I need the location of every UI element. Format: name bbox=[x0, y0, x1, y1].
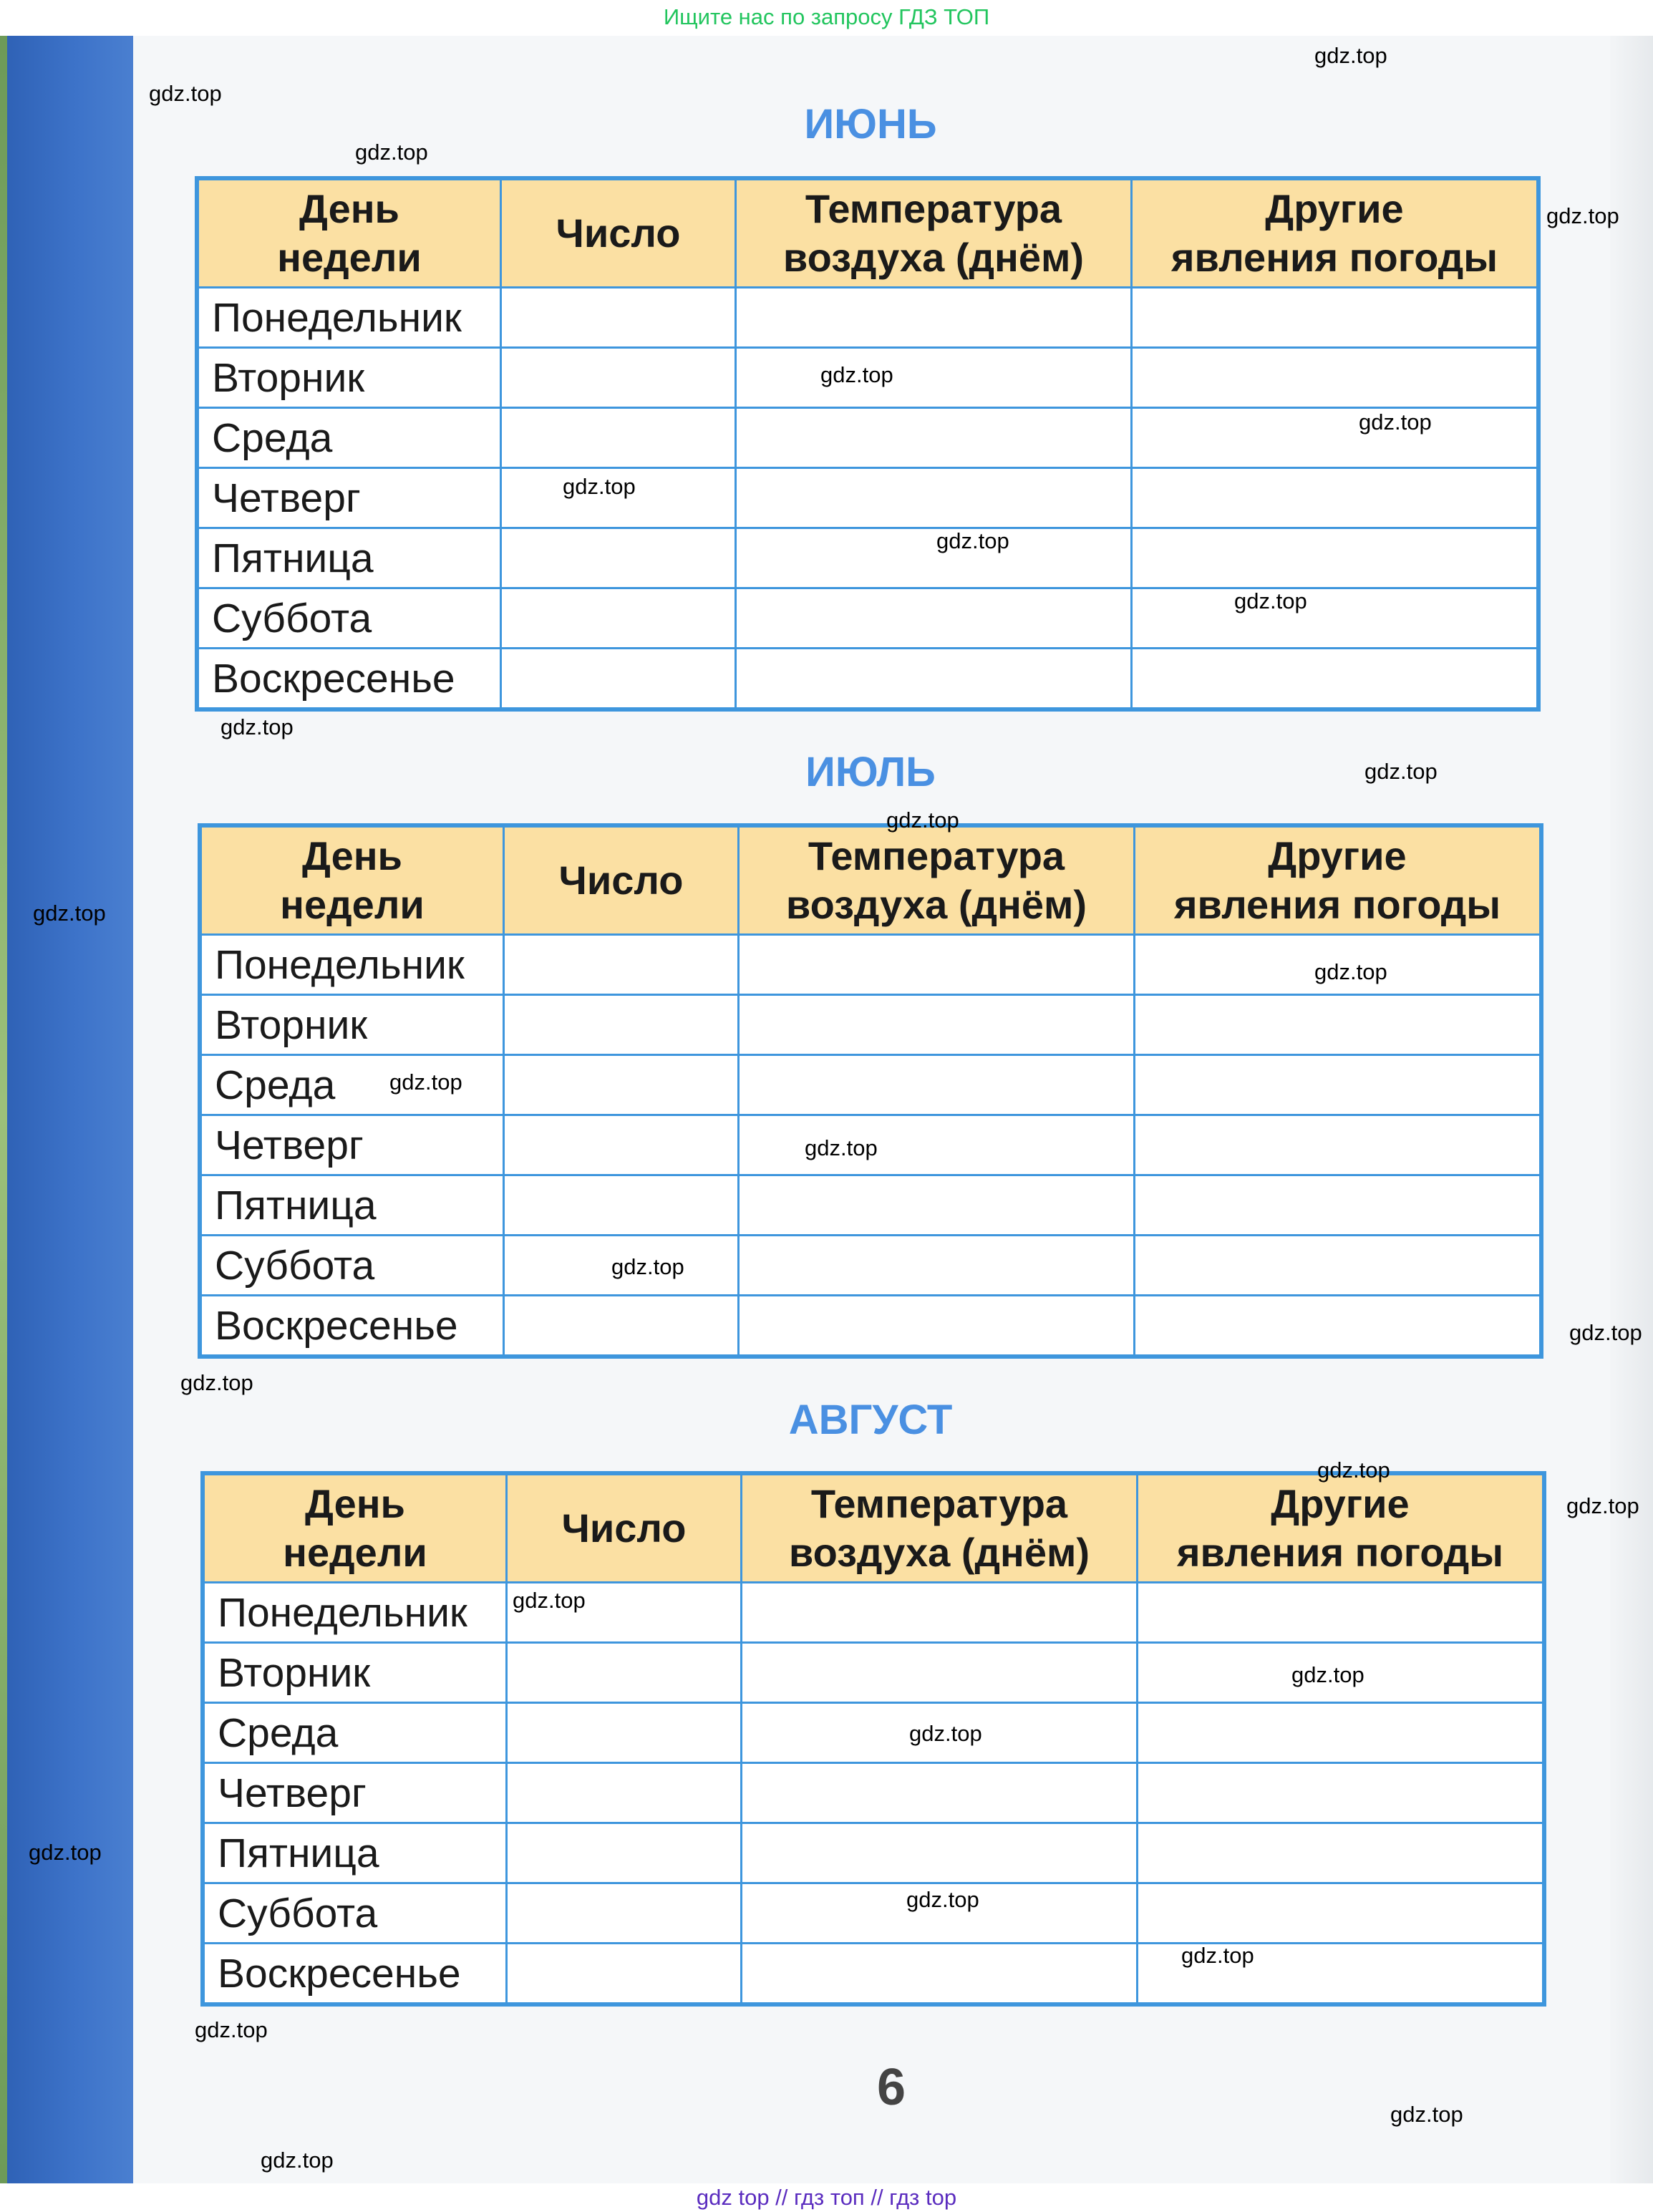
header-temperature: Температура воздуха (днём) bbox=[742, 1473, 1138, 1583]
header-day: День недели bbox=[203, 1473, 507, 1583]
temperature-cell[interactable] bbox=[736, 588, 1132, 649]
table-row bbox=[200, 1296, 1541, 1357]
watermark: gdz.top bbox=[1359, 409, 1432, 435]
day-label: Пятница bbox=[197, 528, 501, 588]
table-row bbox=[200, 1175, 1541, 1236]
other-cell[interactable] bbox=[1135, 1296, 1542, 1357]
temperature-cell[interactable] bbox=[742, 1823, 1138, 1883]
number-cell[interactable] bbox=[507, 1883, 742, 1944]
header-other: Другие явления погоды bbox=[1138, 1473, 1545, 1583]
other-cell[interactable] bbox=[1138, 1763, 1545, 1823]
watermark: gdz.top bbox=[1234, 588, 1307, 613]
header-other: Другие явления погоды bbox=[1135, 825, 1542, 935]
day-label: Суббота bbox=[197, 588, 501, 649]
footer-links[interactable]: gdz top // гдз топ // гдз top bbox=[696, 2185, 957, 2210]
other-cell[interactable] bbox=[1132, 528, 1539, 588]
watermark: gdz.top bbox=[355, 140, 428, 165]
table-row bbox=[200, 995, 1541, 1055]
day-label: Понедельник bbox=[203, 1583, 507, 1643]
number-cell[interactable] bbox=[501, 348, 736, 408]
day-label: Четверг bbox=[200, 1115, 504, 1175]
table-row bbox=[197, 588, 1538, 649]
watermark: gdz.top bbox=[611, 1254, 684, 1279]
watermark: gdz.top bbox=[906, 1887, 979, 1912]
table-row bbox=[203, 1944, 1544, 2005]
header-number: Число bbox=[501, 178, 736, 288]
other-cell[interactable] bbox=[1135, 1175, 1542, 1236]
watermark: gdz.top bbox=[33, 901, 106, 926]
other-cell[interactable] bbox=[1132, 468, 1539, 528]
watermark: gdz.top bbox=[149, 81, 222, 106]
weather-table-august bbox=[200, 1471, 1546, 2007]
header-day: День недели bbox=[197, 178, 501, 288]
number-cell[interactable] bbox=[504, 935, 739, 995]
temperature-cell[interactable] bbox=[739, 1296, 1135, 1357]
other-cell[interactable] bbox=[1138, 1883, 1545, 1944]
other-cell[interactable] bbox=[1132, 649, 1539, 710]
day-label: Среда bbox=[197, 408, 501, 468]
header-day: День недели bbox=[200, 825, 504, 935]
day-label: Среда bbox=[203, 1703, 507, 1763]
top-banner: Ищите нас по запросу ГДЗ ТОП bbox=[663, 4, 990, 29]
temperature-cell[interactable] bbox=[739, 995, 1135, 1055]
table-row bbox=[197, 408, 1538, 468]
day-label: Понедельник bbox=[200, 935, 504, 995]
day-label: Суббота bbox=[203, 1883, 507, 1944]
day-label: Пятница bbox=[200, 1175, 504, 1236]
watermark: gdz.top bbox=[220, 714, 294, 739]
watermark: gdz.top bbox=[195, 2017, 268, 2042]
watermark: gdz.top bbox=[389, 1069, 462, 1095]
temperature-cell[interactable] bbox=[736, 288, 1132, 348]
temperature-cell[interactable] bbox=[742, 1763, 1138, 1823]
other-cell[interactable] bbox=[1138, 1583, 1545, 1643]
watermark: gdz.top bbox=[1566, 1493, 1639, 1518]
temperature-cell[interactable] bbox=[739, 1175, 1135, 1236]
other-cell[interactable] bbox=[1132, 348, 1539, 408]
number-cell[interactable] bbox=[501, 588, 736, 649]
table-row bbox=[203, 1823, 1544, 1883]
number-cell[interactable] bbox=[507, 1944, 742, 2005]
month-title-august: АВГУСТ bbox=[788, 1397, 953, 1443]
day-label: Понедельник bbox=[197, 288, 501, 348]
watermark: gdz.top bbox=[563, 474, 636, 499]
watermark: gdz.top bbox=[1291, 1662, 1364, 1687]
table-row bbox=[203, 1883, 1544, 1944]
day-label: Воскресенье bbox=[197, 649, 501, 710]
watermark: gdz.top bbox=[1317, 1457, 1390, 1483]
temperature-cell[interactable] bbox=[742, 1643, 1138, 1703]
temperature-cell[interactable] bbox=[736, 468, 1132, 528]
number-cell[interactable] bbox=[504, 995, 739, 1055]
temperature-cell[interactable] bbox=[739, 935, 1135, 995]
day-label: Суббота bbox=[200, 1236, 504, 1296]
watermark: gdz.top bbox=[180, 1370, 253, 1395]
number-cell[interactable] bbox=[501, 288, 736, 348]
number-cell[interactable] bbox=[501, 408, 736, 468]
watermark: gdz.top bbox=[1569, 1320, 1642, 1345]
temperature-cell[interactable] bbox=[742, 1944, 1138, 2005]
other-cell[interactable] bbox=[1138, 1703, 1545, 1763]
number-cell[interactable] bbox=[504, 1175, 739, 1236]
temperature-cell[interactable] bbox=[736, 348, 1132, 408]
table-row bbox=[197, 649, 1538, 710]
watermark: gdz.top bbox=[909, 1721, 982, 1746]
day-label: Четверг bbox=[203, 1763, 507, 1823]
day-label: Четверг bbox=[197, 468, 501, 528]
number-cell[interactable] bbox=[507, 1823, 742, 1883]
number-cell[interactable] bbox=[504, 1296, 739, 1357]
watermark: gdz.top bbox=[1314, 959, 1387, 984]
temperature-cell[interactable] bbox=[739, 1236, 1135, 1296]
other-cell[interactable] bbox=[1135, 1115, 1542, 1175]
watermark: gdz.top bbox=[261, 2148, 334, 2173]
number-cell[interactable] bbox=[501, 528, 736, 588]
day-label: Вторник bbox=[197, 348, 501, 408]
watermark: gdz.top bbox=[1390, 2102, 1463, 2127]
number-cell[interactable] bbox=[507, 1703, 742, 1763]
day-label: Пятница bbox=[203, 1823, 507, 1883]
other-cell[interactable] bbox=[1135, 995, 1542, 1055]
watermark: gdz.top bbox=[1546, 203, 1619, 228]
header-temperature: Температура воздуха (днём) bbox=[736, 178, 1132, 288]
day-label: Вторник bbox=[203, 1643, 507, 1703]
other-cell[interactable] bbox=[1135, 1236, 1542, 1296]
watermark: gdz.top bbox=[1364, 759, 1438, 784]
temperature-cell[interactable] bbox=[736, 649, 1132, 710]
other-cell[interactable] bbox=[1132, 588, 1539, 649]
table-row bbox=[203, 1583, 1544, 1643]
binding-edge bbox=[0, 36, 7, 2183]
day-label: Воскресенье bbox=[203, 1944, 507, 2005]
table-row bbox=[197, 288, 1538, 348]
other-cell[interactable] bbox=[1135, 1055, 1542, 1115]
number-cell[interactable] bbox=[501, 649, 736, 710]
watermark: gdz.top bbox=[1314, 43, 1387, 68]
number-cell[interactable] bbox=[507, 1763, 742, 1823]
number-cell[interactable] bbox=[504, 1115, 739, 1175]
temperature-cell[interactable] bbox=[736, 408, 1132, 468]
header-number: Число bbox=[504, 825, 739, 935]
number-cell[interactable] bbox=[507, 1643, 742, 1703]
watermark: gdz.top bbox=[936, 528, 1009, 553]
temperature-cell[interactable] bbox=[739, 1055, 1135, 1115]
temperature-cell[interactable] bbox=[736, 528, 1132, 588]
day-label: Вторник bbox=[200, 995, 504, 1055]
other-cell[interactable] bbox=[1138, 1823, 1545, 1883]
watermark: gdz.top bbox=[820, 362, 893, 387]
day-label: Воскресенье bbox=[200, 1296, 504, 1357]
month-title-june: ИЮНЬ bbox=[804, 101, 937, 147]
watermark: gdz.top bbox=[513, 1588, 586, 1613]
page-number: 6 bbox=[876, 2059, 906, 2116]
number-cell[interactable] bbox=[504, 1055, 739, 1115]
other-cell[interactable] bbox=[1132, 288, 1539, 348]
table-row bbox=[197, 468, 1538, 528]
table-row bbox=[200, 1236, 1541, 1296]
temperature-cell[interactable] bbox=[742, 1583, 1138, 1643]
weather-table-june bbox=[195, 176, 1541, 712]
watermark: gdz.top bbox=[886, 807, 959, 833]
watermark: gdz.top bbox=[805, 1135, 878, 1160]
temperature-cell[interactable] bbox=[739, 1115, 1135, 1175]
page-edge bbox=[1610, 36, 1653, 2183]
watermark: gdz.top bbox=[1181, 1943, 1254, 1968]
day-label: Среда bbox=[200, 1055, 504, 1115]
table-row bbox=[203, 1763, 1544, 1823]
header-number: Число bbox=[507, 1473, 742, 1583]
month-title-july: ИЮЛЬ bbox=[805, 749, 936, 795]
header-other: Другие явления погоды bbox=[1132, 178, 1539, 288]
other-cell[interactable] bbox=[1132, 408, 1539, 468]
watermark: gdz.top bbox=[29, 1840, 102, 1865]
table-row bbox=[197, 528, 1538, 588]
table-row bbox=[203, 1703, 1544, 1763]
header-temperature: Температура воздуха (днём) bbox=[739, 825, 1135, 935]
